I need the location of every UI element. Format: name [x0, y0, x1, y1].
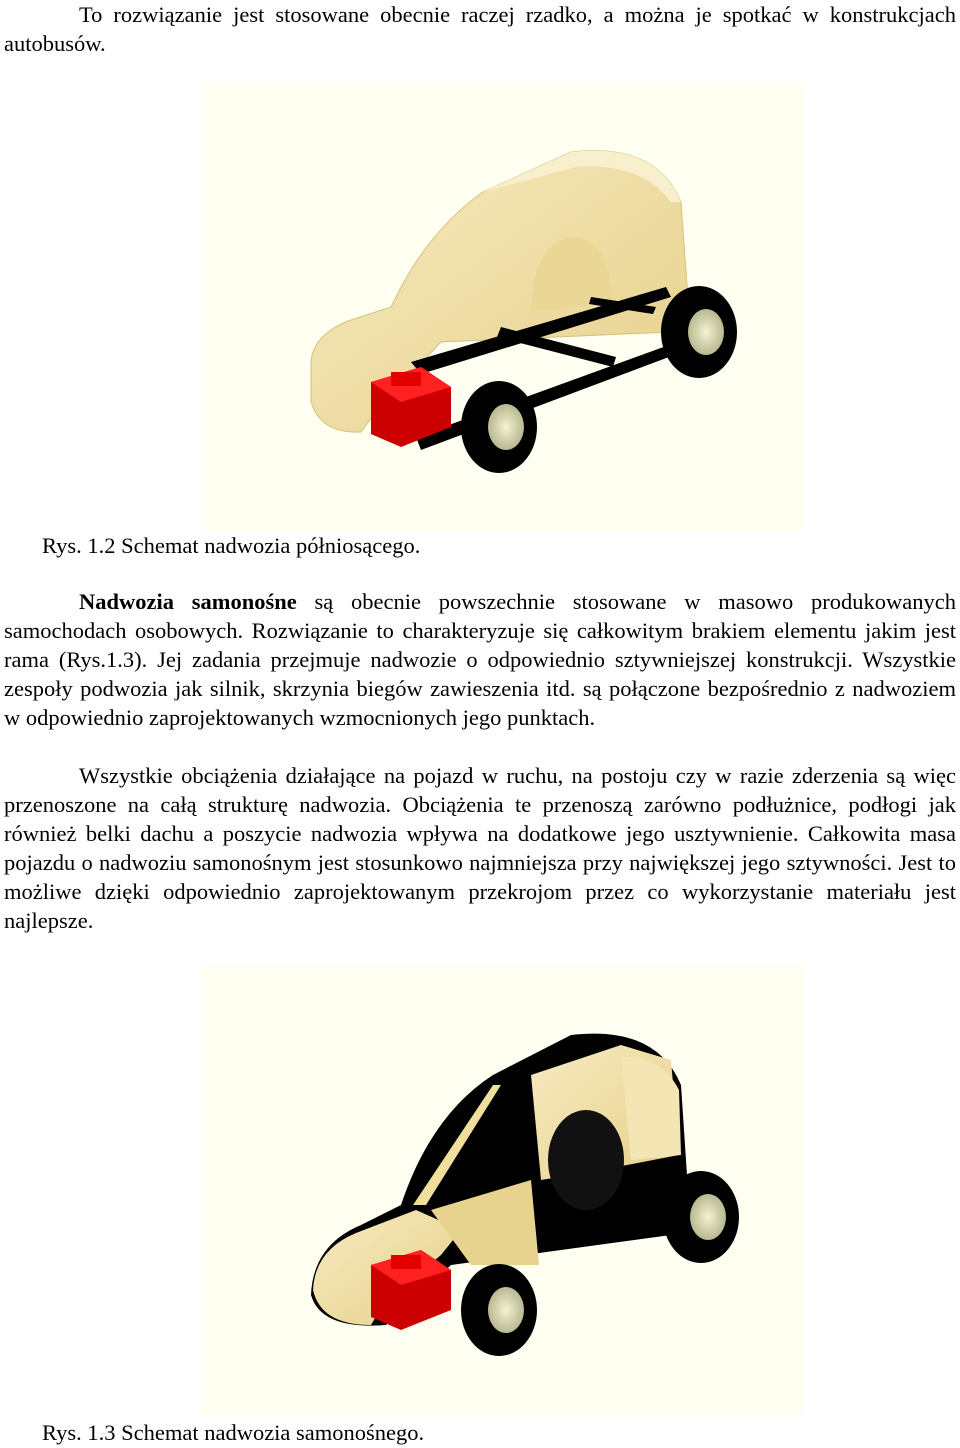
rear-wheel: [663, 1171, 739, 1263]
section-paragraph-1-text: są obecnie powszechnie stosowane w masowo produkowanych samochodach osobowych. Rozwiązanie to charakteryzuje się całkowitym brakiem elementu jakim jest rama (Rys.1.3). Jej zadania przejmuje nadwozie o odpowiednio sztywniejszej konstrukcji. Wszystkie zespoły podwozia jak silnik, skrzynia biegów zawieszenia itd. są połączone bezpośrednio z nadwoziem w odpowiednio zaprojektowanych wzmocnionych jego punktach.: [4, 589, 956, 730]
car-semi-monocoque-image: [201, 82, 803, 532]
intro-paragraph: To rozwiązanie jest stosowane obecnie raczej rzadko, a można je spotkać w konstrukcjach autobusów.: [4, 2, 956, 56]
figure-semi-monocoque: [201, 82, 803, 532]
figure1-caption: Rys. 1.2 Schemat nadwozia półniosącego.: [42, 533, 421, 558]
section-paragraph-2: Wszystkie obciążenia działające na pojazd w ruchu, na postoju czy w razie zderzenia są więc przenoszone na całą strukturę nadwozia. Obciążenia te przenoszą zarówno podłużnice, podłogi jak również belki dachu a poszycie nadwozia wpływa na dodatkowe jego usztywnienie. Całkowita masa pojazdu o nadwoziu samonośnym jest stosunkowo najmniejsza przy największej jego sztywności. Jest to możliwe dzięki odpowiednio zaprojektowanym przekrojom przez co wykorzystanie materiału jest najlepsze.: [4, 763, 956, 933]
term-bold: Nadwozia samonośne: [79, 589, 297, 614]
figure-monocoque: [201, 965, 803, 1415]
front-wheel: [461, 1264, 537, 1356]
section-paragraph-1: [4, 587, 956, 732]
rear-wheel: [661, 286, 737, 378]
car-monocoque-image: [201, 965, 803, 1415]
front-wheel: [461, 381, 537, 473]
engine-block: [371, 1250, 451, 1330]
figure2-caption: Rys. 1.3 Schemat nadwozia samonośnego.: [42, 1420, 425, 1445]
